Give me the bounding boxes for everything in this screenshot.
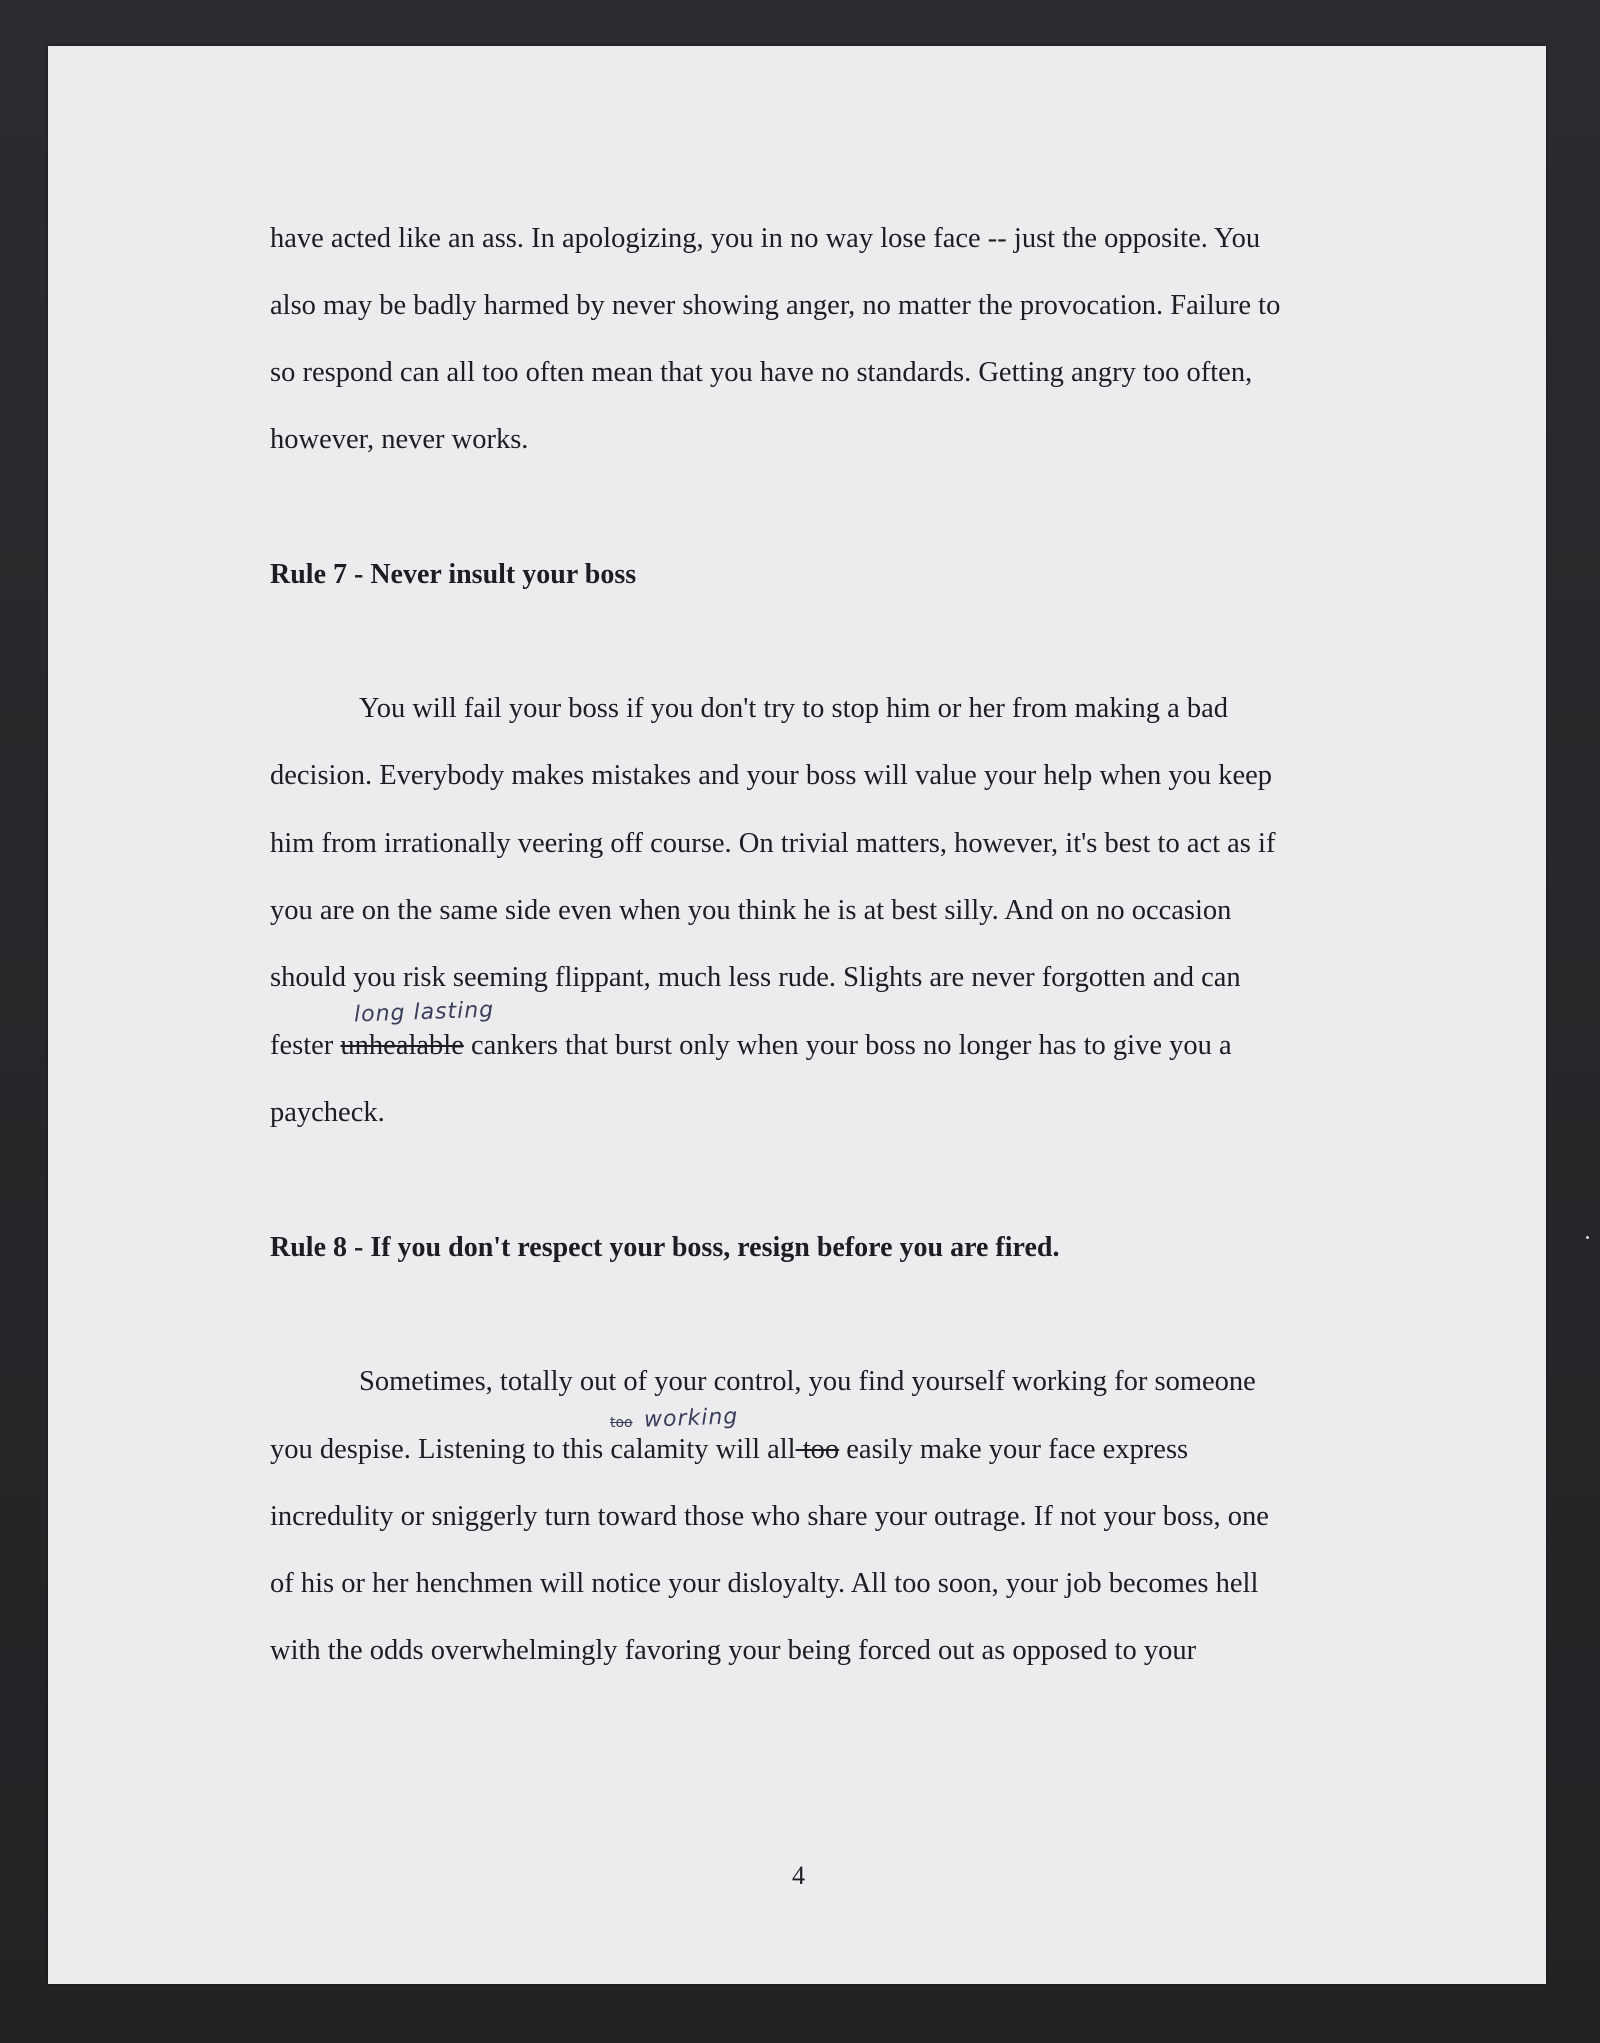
body-line: of his or her henchmen will notice your disloyalty. All too soon, your job becomes hell <box>270 1568 1259 1599</box>
handwritten-annotation: long lasting <box>353 997 495 1028</box>
body-line: you are on the same side even when you think he is at best silly. And on no occasion <box>270 895 1232 926</box>
rule7-heading: Rule 7 - Never insult your boss <box>270 559 637 590</box>
body-line: have acted like an ass. In apologizing, you in no way lose face -- just the opposite. You <box>270 223 1261 254</box>
body-line: You will fail your boss if you don't try to stop him or her from making a bad <box>359 693 1229 724</box>
body-line: paycheck. <box>270 1097 385 1128</box>
text-span: you despise. Listening to this calamity will all <box>270 1434 796 1465</box>
rule8-heading: Rule 8 - If you don't respect your boss, resign before you are fired. <box>270 1232 1060 1263</box>
document-page <box>48 46 1546 1984</box>
body-line: Sometimes, totally out of your control, you find yourself working for someone <box>359 1366 1256 1397</box>
body-line: should you risk seeming flippant, much less rude. Slights are never forgotten and can <box>270 962 1241 993</box>
handwritten-annotation: working <box>643 1404 739 1433</box>
text-span: fester <box>270 1030 341 1061</box>
struck-word: too <box>795 1434 840 1465</box>
body-line: him from irrationally veering off course. On trivial matters, however, it's best to act as if <box>270 828 1276 859</box>
body-line <box>270 1029 1232 1063</box>
body-line: decision. Everybody makes mistakes and your boss will value your help when you keep <box>270 760 1273 791</box>
scan-speck <box>1586 1236 1589 1239</box>
text-span: cankers that burst only when your boss no longer has to give you a <box>463 1030 1232 1061</box>
text-span: easily make your face express <box>839 1434 1189 1465</box>
body-line: also may be badly harmed by never showing anger, no matter the provocation. Failure to <box>270 290 1281 321</box>
body-line: so respond can all too often mean that you have no standards. Getting angry too often, <box>270 357 1253 388</box>
body-line: however, never works. <box>270 424 529 455</box>
handwritten-struck-annotation: too <box>610 1415 633 1431</box>
body-line <box>270 1433 1188 1467</box>
page-number: 4 <box>792 1861 805 1890</box>
struck-word: unhealable <box>340 1030 464 1061</box>
body-line: with the odds overwhelmingly favoring your being forced out as opposed to your <box>270 1635 1197 1666</box>
body-line: incredulity or sniggerly turn toward those who share your outrage. If not your boss, one <box>270 1501 1269 1532</box>
